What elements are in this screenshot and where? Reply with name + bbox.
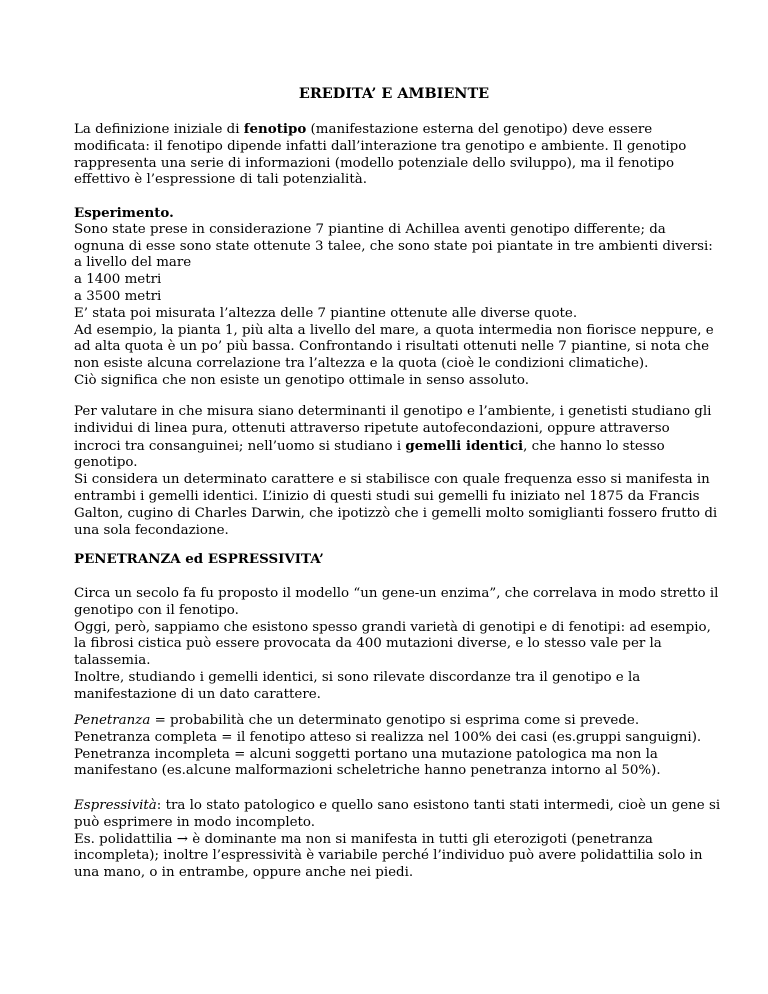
experiment-line: ognuna di esse sono state ottenute 3 talee, che sono state poi piantate in tre ambienti diversi:: [74, 238, 713, 254]
intro-line-1: La definizione iniziale di fenotipo (manifestazione esterna del genotipo) deve essere: [74, 121, 653, 137]
espressivita-line-5: una mano, o in entrambe, oppure anche nei piedi.: [74, 865, 414, 881]
experiment-line: Ad esempio, la pianta 1, più alta a livello del mare, a quota intermedia non fiorisce neppure, e: [74, 322, 714, 338]
twins-paragraph: [74, 404, 718, 539]
model-line: Circa un secolo fa fu proposto il modello “un gene-un enzima”, che correlava in modo stretto il: [74, 586, 719, 601]
intro-line-4: effettivo è l’espressione di tali potenzialità.: [74, 172, 367, 188]
model-line: talassemia.: [74, 653, 151, 669]
twins-line-8: una sola fecondazione.: [74, 522, 229, 538]
twins-line-6: entrambi i gemelli identici. L’inizio di questi studi sui gemelli fu iniziato nel 1875 da Francis: [74, 488, 700, 504]
arrow-right-icon: →: [176, 831, 188, 847]
model-line: genotipo con il fenotipo.: [74, 602, 239, 618]
section-heading-penetranza-espressivita: PENETRANZA ed ESPRESSIVITA’: [74, 551, 324, 567]
intro-line-3: rappresenta una serie di informazioni (modello potenziale dello sviluppo), ma il fenotipo: [74, 155, 675, 171]
model-paragraph: [74, 586, 719, 704]
model-line: manifestazione di un dato carattere.: [74, 686, 321, 702]
model-line: Inoltre, studiando i gemelli identici, si sono rilevate discordanze tra il genotipo e la: [74, 669, 641, 685]
penetranza-line-4: manifestano (es.alcune malformazioni scheletriche hanno penetranza intorno al 50%).: [74, 763, 661, 779]
penetranza-paragraph: [74, 713, 714, 780]
term-espressivita: Espressività: [74, 798, 157, 813]
experiment-line: a 1400 metri: [74, 272, 162, 288]
espressivita-line-3: Es. polidattilia → è dominante ma non si manifesta in tutti gli eterozigoti (penetranza: [74, 831, 653, 847]
term-penetranza: Penetranza: [74, 713, 151, 728]
page-title: EREDITA’ E AMBIENTE: [298, 85, 490, 102]
espressivita-line-4: incompleta); inoltre l’espressività è variabile perché l’individuo può avere polidattilia solo in: [74, 848, 703, 864]
experiment-line: a 3500 metri: [74, 288, 162, 304]
intro-paragraph: [74, 121, 714, 189]
experiment-line: E’ stata poi misurata l’altezza delle 7 piantine ottenute alle diverse quote.: [74, 305, 578, 321]
penetranza-line-1: Penetranza = probabilità che un determinato genotipo si esprima come si prevede.: [74, 713, 640, 728]
penetranza-line-2: Penetranza completa = il fenotipo atteso si realizza nel 100% dei casi (es.gruppi sanguigni).: [74, 729, 702, 745]
experiment-line: Ciò significa che non esiste un genotipo ottimale in senso assoluto.: [74, 372, 529, 388]
experiment-line: a livello del mare: [74, 255, 192, 271]
model-line: la fibrosi cistica può essere provocata da 400 mutazioni diverse, e lo stesso vale per la: [74, 636, 662, 652]
term-gemelli-identici: gemelli identici: [405, 437, 524, 454]
twins-line-2: individui di linea pura, ottenuti attraverso ripetute autofecondazioni, oppure attraverso: [74, 420, 670, 436]
twins-line-5: Si considera un determinato carattere e si stabilisce con quale frequenza esso si manifesta in: [74, 472, 710, 488]
model-line: Oggi, però, sappiamo che esistono spesso grandi varietà di genotipi e di fenotipi: ad esempio,: [74, 619, 711, 635]
espressivita-paragraph: [74, 798, 721, 882]
experiment-line: non esiste alcuna correlazione tra l’altezza e la quota (cioè le condizioni climatiche).: [74, 356, 649, 372]
twins-line-3: incroci tra consanguinei; nell’uomo si studiano i gemelli identici, che hanno lo stesso: [74, 437, 665, 454]
experiment-paragraph: [74, 205, 714, 390]
penetranza-line-3: Penetranza incompleta = alcuni soggetti portano una mutazione patologica ma non la: [74, 746, 658, 762]
intro-line-2: modificata: il fenotipo dipende infatti dall’interazione tra genotipo e ambiente. Il genotipo: [74, 138, 687, 154]
espressivita-line-2: può esprimere in modo incompleto.: [74, 814, 315, 830]
experiment-line: ad alta quota è un po’ più bassa. Confrontando i risultati ottenuti nelle 7 piantine, si nota che: [74, 339, 710, 355]
experiment-heading: Esperimento.: [74, 205, 174, 221]
twins-line-1: Per valutare in che misura siano determinanti il genotipo e l’ambiente, i genetisti studiano gli: [74, 404, 712, 419]
twins-line-4: genotipo.: [74, 455, 138, 471]
experiment-line: Sono state prese in considerazione 7 piantine di Achillea aventi genotipo differente; da: [74, 221, 666, 237]
term-fenotipo: fenotipo: [243, 121, 307, 137]
twins-line-7: Galton, cugino di Charles Darwin, che ipotizzò che i gemelli molto somiglianti fossero frutto di: [74, 505, 718, 521]
espressivita-line-1: Espressività: tra lo stato patologico e quello sano esistono tanti stati intermedi, cioè un gene si: [74, 798, 721, 813]
